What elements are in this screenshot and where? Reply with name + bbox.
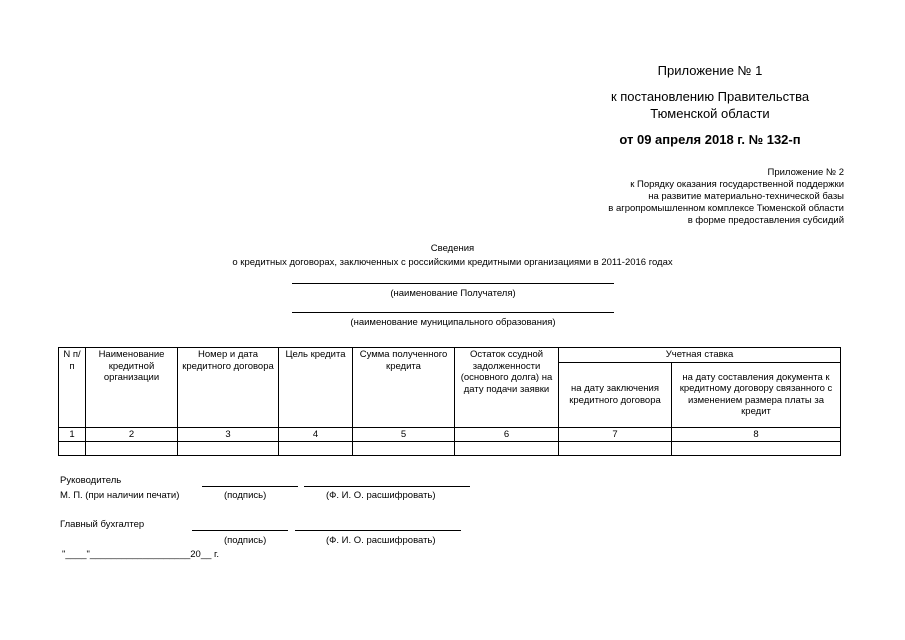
date-line: "____"___________________20__ г. [62, 549, 219, 560]
accountant-signature-line [192, 530, 288, 531]
col-number-7: 7 [559, 427, 672, 442]
table-cell [279, 442, 353, 456]
accountant-signature-caption: (подпись) [224, 535, 267, 546]
table-cell [353, 442, 455, 456]
head-signature-caption: (подпись) [224, 490, 267, 501]
header-rate: Учетная ставка [559, 348, 841, 363]
table-row [59, 442, 841, 456]
accountant-label: Главный бухгалтер [60, 519, 145, 530]
accountant-name-caption: (Ф. И. О. расшифровать) [326, 535, 436, 546]
order-line-4: в форме предоставления субсидий [687, 215, 844, 226]
table-cell [178, 442, 279, 456]
order-line-2: на развитие материально-технической базы [648, 191, 844, 202]
order-line-3: в агропромышленном комплексе Тюменской области [608, 203, 844, 214]
table-cell [59, 442, 86, 456]
col-number-4: 4 [279, 427, 353, 442]
document-subtitle: о кредитных договорах, заключенных с российскими кредитными организациями в 2011-2016 годах [232, 257, 673, 268]
resolution-line-2: Тюменской области [650, 106, 770, 121]
col-number-8: 8 [672, 427, 841, 442]
appendix-1-title: Приложение № 1 [657, 63, 763, 78]
header-amount: Сумма полученного кредита [353, 348, 455, 428]
recipient-name-line [292, 283, 614, 284]
col-number-3: 3 [178, 427, 279, 442]
municipality-name-line [292, 312, 614, 313]
table-cell [559, 442, 672, 456]
col-number-6: 6 [455, 427, 559, 442]
resolution-line-1: к постановлению Правительства [610, 89, 810, 104]
credit-contracts-table [58, 347, 841, 456]
col-number-2: 2 [86, 427, 178, 442]
header-purpose: Цель кредита [279, 348, 353, 428]
municipality-caption: (наименование муниципального образования) [350, 317, 556, 328]
document-title: Сведения [430, 243, 475, 254]
stamp-label: М. П. (при наличии печати) [60, 490, 180, 501]
head-signature-line [202, 486, 298, 487]
header-rate-sign-date: на дату заключения кредитного договора [559, 362, 672, 427]
resolution-date: от 09 апреля 2018 г. № 132-п [619, 132, 801, 147]
header-n: N п/п [59, 348, 86, 428]
col-number-1: 1 [59, 427, 86, 442]
recipient-caption: (наименование Получателя) [390, 288, 516, 299]
head-name-caption: (Ф. И. О. расшифровать) [326, 490, 436, 501]
col-number-5: 5 [353, 427, 455, 442]
table-cell [672, 442, 841, 456]
header-bank: Наименование кредитной организации [86, 348, 178, 428]
table-cell [455, 442, 559, 456]
order-line-1: к Порядку оказания государственной поддержки [630, 179, 844, 190]
accountant-name-line [295, 530, 461, 531]
header-rate-doc-date: на дату составления документа к кредитному договору связанного с изменением размера платы за кредит [672, 362, 841, 427]
table-cell [86, 442, 178, 456]
head-name-line [304, 486, 470, 487]
appendix-2-title: Приложение № 2 [767, 167, 844, 178]
head-label: Руководитель [60, 475, 122, 486]
header-balance: Остаток ссудной задолженности (основного долга) на дату подачи заявки [455, 348, 559, 428]
header-contract: Номер и дата кредитного договора [178, 348, 279, 428]
